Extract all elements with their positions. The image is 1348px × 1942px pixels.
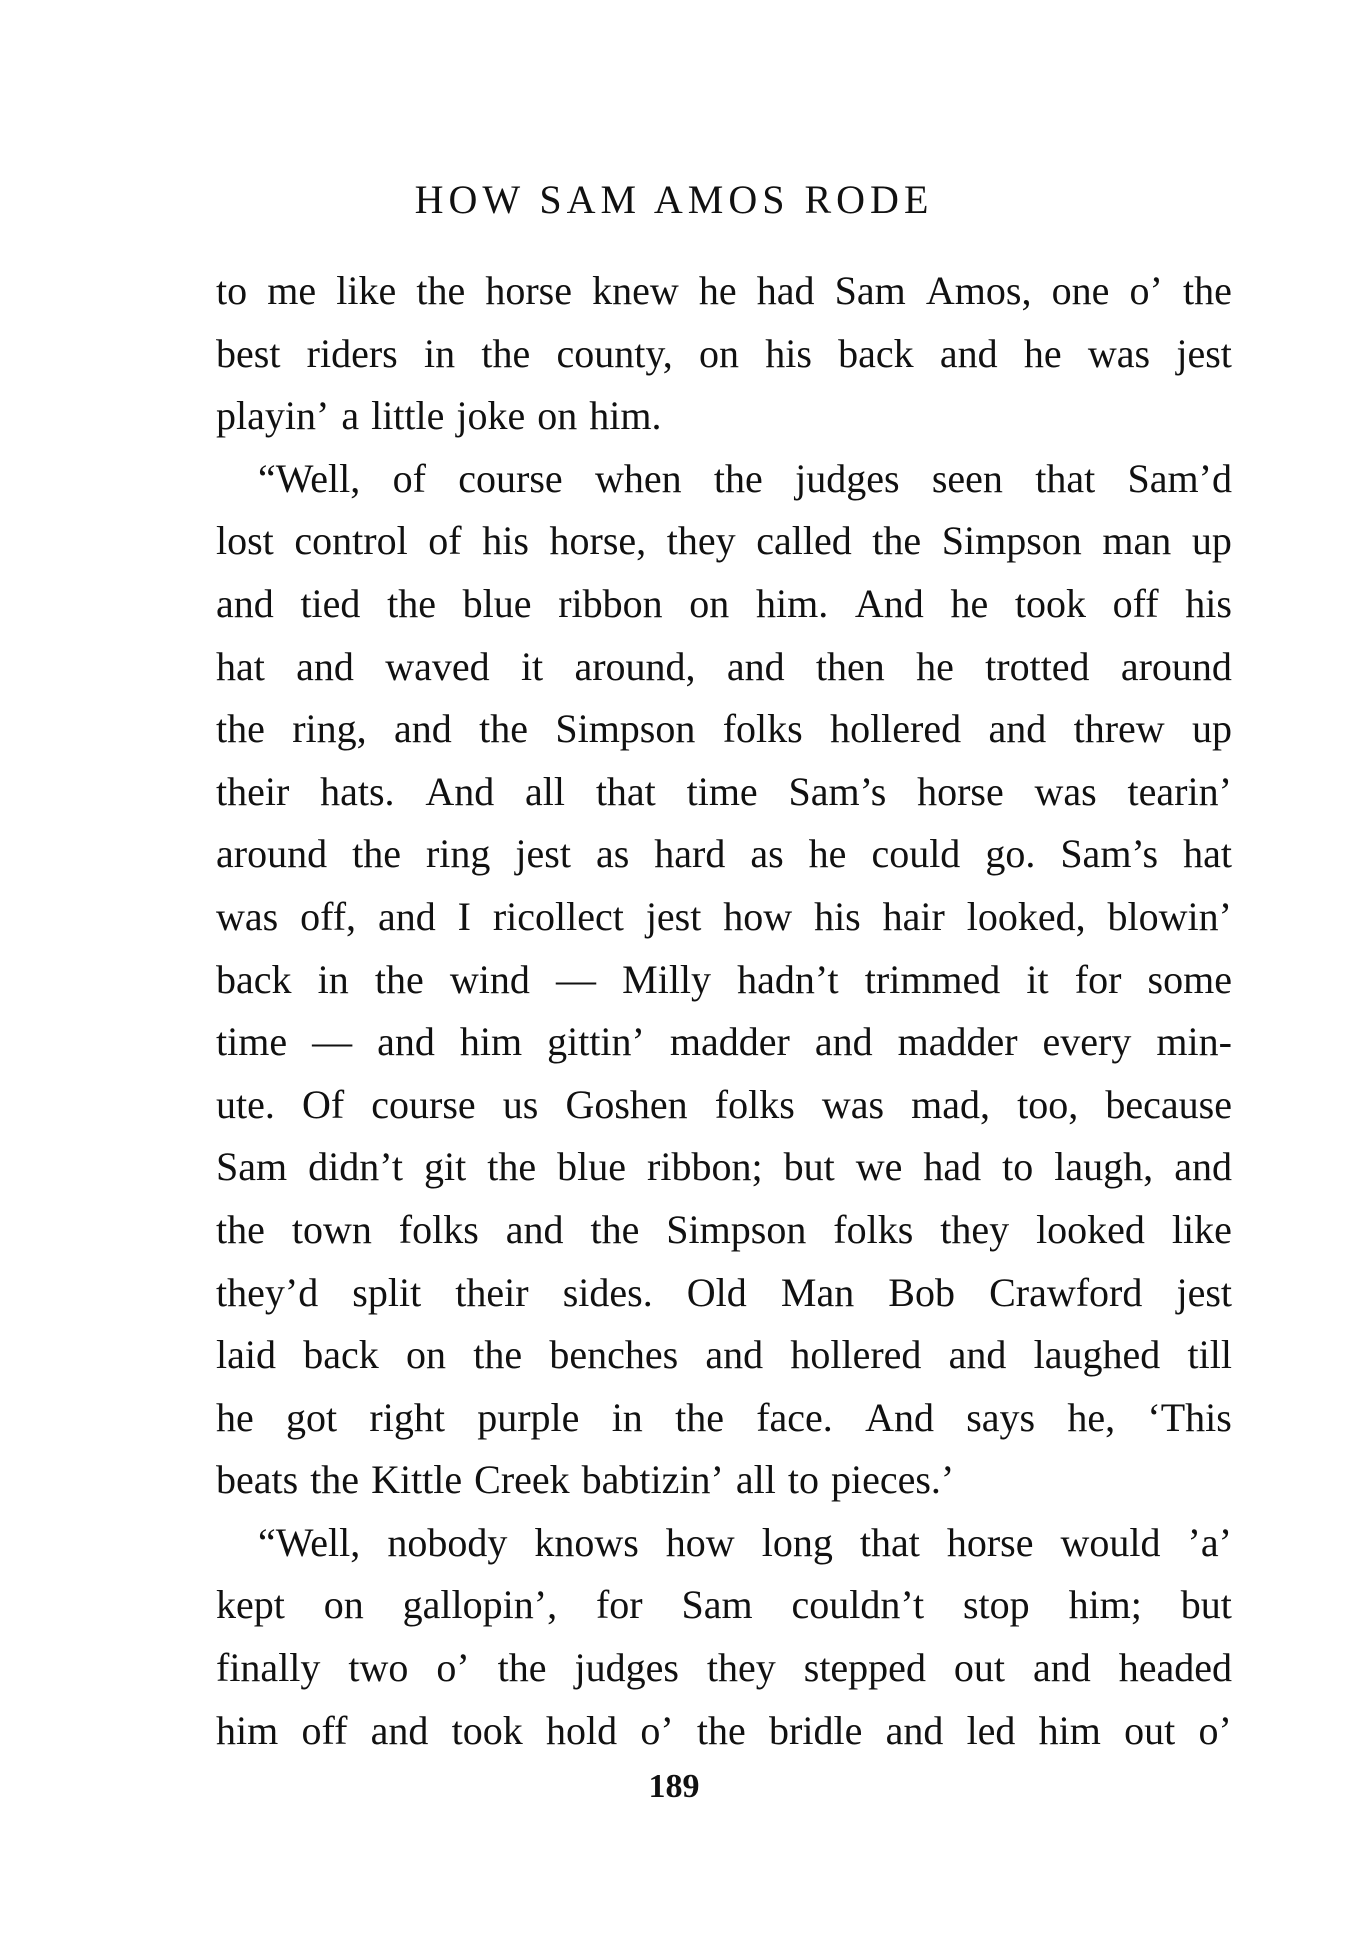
- word: Sam’d: [1127, 455, 1232, 501]
- word: we: [855, 1144, 903, 1190]
- word: ribbon;: [647, 1144, 763, 1190]
- word: the: [696, 1707, 746, 1753]
- word: he: [1023, 330, 1062, 376]
- body-text: [216, 260, 1232, 1762]
- word: jest: [645, 893, 702, 939]
- word: him: [1038, 1707, 1101, 1753]
- word: the: [590, 1206, 640, 1252]
- word: trotted: [985, 643, 1090, 689]
- word: it: [520, 643, 544, 689]
- word: the: [473, 1332, 523, 1378]
- word: would: [1060, 1519, 1161, 1565]
- word: Simpson: [941, 518, 1082, 564]
- word: on: [537, 393, 578, 439]
- word: some: [1147, 956, 1232, 1002]
- word: the: [481, 330, 531, 376]
- word: in: [611, 1394, 643, 1440]
- word: ute.: [216, 1081, 275, 1127]
- word: time: [216, 1019, 288, 1065]
- word: min-: [1156, 1019, 1232, 1065]
- word: tearin’: [1127, 768, 1232, 814]
- text-line: [216, 1074, 1232, 1137]
- word: benches: [549, 1332, 679, 1378]
- word: had: [756, 268, 815, 313]
- word: ribbon: [558, 580, 663, 626]
- word: town: [291, 1206, 372, 1252]
- word: till: [1187, 1332, 1232, 1378]
- word: around: [216, 831, 328, 877]
- word: on: [689, 580, 730, 626]
- word: he: [808, 831, 847, 877]
- word: and: [885, 1707, 944, 1753]
- word: Old: [686, 1269, 747, 1315]
- word: the: [872, 518, 922, 564]
- word: off: [1112, 580, 1159, 626]
- word: a: [341, 393, 360, 439]
- word: and: [377, 1019, 435, 1065]
- word: like: [1171, 1206, 1232, 1252]
- word: —: [556, 956, 597, 1002]
- word: had: [923, 1144, 982, 1190]
- word: and: [948, 1332, 1007, 1378]
- word: all: [525, 768, 566, 814]
- word: wind: [449, 956, 530, 1002]
- word: right: [369, 1394, 445, 1440]
- text-line: [216, 1324, 1232, 1387]
- word: I: [457, 893, 471, 939]
- word: face.: [756, 1394, 833, 1440]
- word: laughed: [1033, 1332, 1161, 1378]
- text-line: [216, 260, 1232, 323]
- word: blue: [462, 580, 532, 626]
- word: jest: [1176, 330, 1232, 376]
- word: and: [370, 1707, 429, 1753]
- word: that: [859, 1519, 920, 1565]
- word: time: [686, 768, 758, 814]
- word: go.: [985, 831, 1036, 877]
- text-line: [216, 323, 1232, 386]
- word: on: [698, 330, 739, 376]
- word: all: [735, 1457, 776, 1503]
- word: hats.: [320, 768, 395, 814]
- word: two: [348, 1645, 409, 1691]
- word: the: [216, 1206, 265, 1252]
- word: “Well,: [258, 1519, 361, 1565]
- word: he,: [1067, 1394, 1116, 1440]
- text-line: [216, 1512, 1232, 1575]
- word: the: [352, 831, 401, 877]
- text-line: [216, 698, 1232, 761]
- word: back: [303, 1332, 379, 1378]
- word: split: [352, 1269, 422, 1315]
- word: long: [761, 1519, 833, 1565]
- word: knows: [534, 1519, 639, 1565]
- text-line: [216, 1637, 1232, 1700]
- word: on: [323, 1582, 364, 1628]
- word: hat: [216, 643, 265, 689]
- word: the: [497, 1645, 547, 1691]
- word: his: [1185, 580, 1232, 626]
- word: around,: [574, 643, 696, 689]
- word: horse: [917, 768, 1004, 814]
- word: blowin’: [1107, 893, 1232, 939]
- word: that: [595, 768, 656, 814]
- word: the: [310, 1457, 360, 1503]
- word: they: [940, 1206, 1010, 1252]
- word: him: [459, 1019, 523, 1065]
- word: Man: [780, 1269, 855, 1315]
- word: o’: [1129, 268, 1163, 313]
- word: for: [595, 1582, 643, 1628]
- word: horse,: [549, 518, 647, 564]
- word: Sam’s: [788, 768, 887, 814]
- word: to: [1002, 1144, 1034, 1190]
- word: horse: [485, 268, 572, 313]
- text-line: [216, 1700, 1232, 1763]
- word: every: [1042, 1019, 1132, 1065]
- word: judges: [795, 455, 900, 501]
- word: his: [814, 893, 861, 939]
- word: him;: [1068, 1582, 1142, 1628]
- word: riders: [306, 330, 398, 376]
- word: course: [371, 1081, 476, 1127]
- word: and: [377, 893, 436, 939]
- word: when: [594, 455, 682, 501]
- word: tied: [300, 580, 361, 626]
- text-line: [216, 1136, 1232, 1199]
- word: hat: [1183, 831, 1232, 877]
- word: says: [966, 1394, 1036, 1440]
- word: —: [312, 1019, 353, 1065]
- word: they’d: [216, 1269, 319, 1315]
- word: too,: [1017, 1081, 1079, 1127]
- word: out: [953, 1645, 1006, 1691]
- word: me: [267, 268, 317, 313]
- word: to: [787, 1457, 819, 1503]
- word: as: [595, 831, 630, 877]
- word: Amos,: [925, 268, 1032, 313]
- word: bridle: [769, 1707, 863, 1753]
- word: was: [1087, 330, 1151, 376]
- word: jest: [515, 831, 571, 877]
- word: knew: [592, 268, 679, 313]
- word: he: [698, 268, 737, 313]
- word: and: [296, 643, 354, 689]
- word: ring,: [292, 706, 367, 752]
- word: around: [1120, 643, 1232, 689]
- word: to: [216, 268, 248, 313]
- text-line: [216, 949, 1232, 1012]
- word: folks: [398, 1206, 479, 1252]
- word: could: [871, 831, 961, 877]
- word: he: [916, 643, 954, 689]
- word: and: [216, 580, 274, 626]
- word: And: [865, 1394, 934, 1440]
- word: in: [423, 330, 456, 376]
- word: best: [216, 330, 281, 376]
- word: playin’: [216, 393, 330, 439]
- word: but: [783, 1144, 835, 1190]
- word: horse: [946, 1519, 1034, 1565]
- word: like: [336, 268, 397, 313]
- word: purple: [477, 1394, 580, 1440]
- word: control: [294, 518, 408, 564]
- word: Bob: [888, 1269, 955, 1315]
- word: hard: [654, 831, 726, 877]
- word: in: [317, 956, 349, 1002]
- word: laugh,: [1054, 1144, 1154, 1190]
- word: and: [1033, 1645, 1091, 1691]
- word: was: [1034, 768, 1097, 814]
- word: was: [821, 1081, 885, 1127]
- word: that: [1035, 455, 1096, 501]
- word: folks: [714, 1081, 795, 1127]
- word: hollered: [830, 706, 962, 752]
- text-line: [216, 1449, 1232, 1512]
- page-number: 189: [648, 1768, 700, 1805]
- word: up: [1191, 518, 1232, 564]
- word: hold: [545, 1707, 618, 1753]
- word: back: [838, 330, 914, 376]
- word: for: [1074, 956, 1122, 1002]
- word: Goshen: [565, 1081, 688, 1127]
- word: ricollect: [492, 893, 624, 939]
- word: blue: [557, 1144, 626, 1190]
- word: looked: [1036, 1206, 1145, 1252]
- text-line: [216, 823, 1232, 886]
- word: of: [392, 455, 426, 501]
- word: o’: [640, 1707, 674, 1753]
- word: man: [1102, 518, 1172, 564]
- word: one: [1051, 268, 1110, 313]
- word: and: [814, 1019, 873, 1065]
- word: and: [705, 1332, 764, 1378]
- word: “Well,: [258, 455, 361, 501]
- word: git: [423, 1144, 467, 1190]
- word: nobody: [387, 1519, 508, 1565]
- word: back: [216, 956, 292, 1002]
- word: the: [487, 1144, 537, 1190]
- word: got: [286, 1394, 338, 1440]
- text-line: [216, 761, 1232, 824]
- text-line: [216, 510, 1232, 573]
- word: babtizin’: [581, 1457, 724, 1503]
- text-line: [216, 636, 1232, 699]
- word: seen: [931, 455, 1003, 501]
- word: he: [216, 1394, 254, 1440]
- word: lost: [216, 518, 274, 564]
- word: because: [1105, 1081, 1232, 1127]
- word: Simpson: [666, 1206, 807, 1252]
- word: stepped: [803, 1645, 926, 1691]
- word: how: [665, 1519, 735, 1565]
- word: called: [756, 518, 852, 564]
- word: of: [428, 518, 462, 564]
- word: they: [666, 518, 736, 564]
- word: Kittle: [371, 1457, 463, 1503]
- word: stop: [962, 1582, 1030, 1628]
- word: us: [502, 1081, 539, 1127]
- text-line: [216, 573, 1232, 636]
- word: course: [458, 455, 563, 501]
- word: folks: [833, 1206, 914, 1252]
- word: And: [854, 580, 924, 626]
- word: madder: [669, 1019, 790, 1065]
- word: looked,: [966, 893, 1086, 939]
- word: the: [374, 956, 424, 1002]
- word: took: [451, 1707, 523, 1753]
- word: it: [1026, 956, 1049, 1002]
- word: and: [505, 1206, 564, 1252]
- word: him: [216, 1707, 279, 1753]
- word: county,: [556, 330, 673, 376]
- word: gallopin’,: [402, 1582, 558, 1628]
- word: off: [301, 1707, 348, 1753]
- word: ring: [425, 831, 491, 877]
- word: jest: [1176, 1269, 1232, 1315]
- word: their: [455, 1269, 529, 1315]
- word: o’: [436, 1645, 470, 1691]
- word: his: [765, 330, 812, 376]
- text-line: [216, 1262, 1232, 1325]
- word: him.: [755, 580, 829, 626]
- word: up: [1192, 706, 1232, 752]
- word: him.: [589, 393, 662, 439]
- word: waved: [385, 643, 490, 689]
- word: as: [750, 831, 784, 877]
- text-line: [216, 448, 1232, 511]
- word: the: [713, 455, 763, 501]
- word: judges: [574, 1645, 679, 1691]
- text-line: [216, 886, 1232, 949]
- word: Simpson: [555, 706, 696, 752]
- word: and: [939, 330, 998, 376]
- word: the: [416, 268, 466, 313]
- word: took: [1014, 580, 1086, 626]
- word: headed: [1118, 1645, 1232, 1691]
- word: kept: [216, 1582, 285, 1628]
- word: hollered: [790, 1332, 922, 1378]
- word: sides.: [562, 1269, 653, 1315]
- text-line: [216, 1387, 1232, 1450]
- word: hair: [882, 893, 945, 939]
- word: Crawford: [989, 1269, 1143, 1315]
- word: on: [405, 1332, 446, 1378]
- word: couldn’t: [791, 1582, 925, 1628]
- word: beats: [216, 1457, 299, 1503]
- word: out: [1124, 1707, 1176, 1753]
- word: but: [1180, 1582, 1232, 1628]
- text-line: [216, 1199, 1232, 1262]
- word: finally: [216, 1645, 321, 1691]
- word: their: [216, 768, 290, 814]
- word: the: [216, 706, 265, 752]
- word: gittin’: [547, 1019, 645, 1065]
- word: Sam: [216, 1144, 288, 1190]
- word: Of: [301, 1081, 345, 1127]
- word: ‘This: [1147, 1394, 1232, 1440]
- word: o’: [1198, 1707, 1232, 1753]
- word: Sam: [834, 268, 906, 313]
- word: laid: [216, 1332, 276, 1378]
- word: folks: [722, 706, 803, 752]
- text-line: [216, 1574, 1232, 1637]
- word: threw: [1073, 706, 1165, 752]
- word: Sam: [681, 1582, 753, 1628]
- word: was: [216, 893, 279, 939]
- running-title: HOW SAM AMOS RODE: [414, 177, 934, 222]
- word: joke: [456, 393, 526, 439]
- word: mad,: [911, 1081, 991, 1127]
- word: his: [482, 518, 529, 564]
- word: Milly: [622, 956, 712, 1002]
- word: and: [394, 706, 452, 752]
- word: the: [675, 1394, 724, 1440]
- word: And: [425, 768, 495, 814]
- word: didn’t: [308, 1144, 403, 1190]
- word: the: [387, 580, 436, 626]
- word: they: [706, 1645, 776, 1691]
- word: Sam’s: [1060, 831, 1159, 877]
- word: and: [988, 706, 1047, 752]
- word: hadn’t: [737, 956, 839, 1002]
- word: Creek: [474, 1457, 570, 1503]
- word: the: [1182, 268, 1232, 313]
- word: madder: [897, 1019, 1018, 1065]
- text-line: [216, 1011, 1232, 1074]
- word: trimmed: [864, 956, 1001, 1002]
- word: then: [815, 643, 885, 689]
- word: and: [1174, 1144, 1232, 1190]
- word: how: [723, 893, 793, 939]
- word: little: [371, 393, 445, 439]
- word: led: [966, 1707, 1016, 1753]
- word: the: [479, 706, 528, 752]
- word: he: [950, 580, 989, 626]
- word: ’a’: [1187, 1519, 1232, 1565]
- text-line: [216, 385, 1232, 448]
- word: and: [726, 643, 785, 689]
- word: off,: [300, 893, 357, 939]
- word: pieces.’: [830, 1457, 955, 1503]
